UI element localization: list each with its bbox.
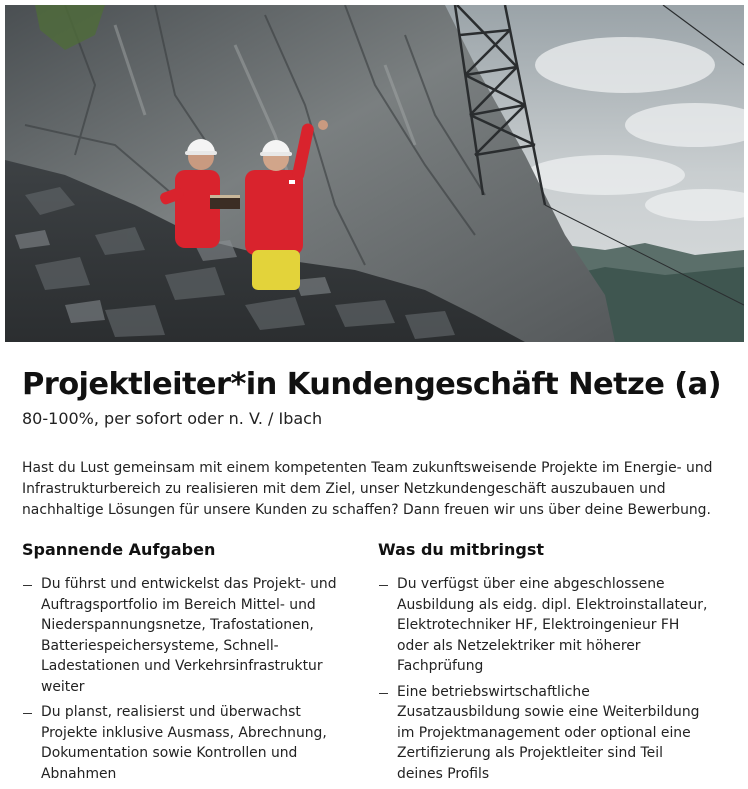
hero-scene <box>5 5 744 342</box>
tasks-heading: Spannende Aufgaben <box>22 540 216 559</box>
tasks-section <box>22 539 357 789</box>
profile-heading: Was du mitbringst <box>378 540 545 559</box>
profile-list <box>378 574 713 784</box>
profile-item: Du verfügst über eine abgeschlossene Ausbildung als eidg. dipl. Elektroinstallateur, Elektrotechniker HF, Elektroingenieur FH oder als Netzelektriker mit höherer Fachprüfung <box>378 574 713 677</box>
profile-item: Eine betriebswirtschaftliche Zusatzausbildung sowie eine Weiterbildung im Projektmanagement oder optional eine Zertifizierung als Projektleiter sind Teil deines Profils <box>378 682 713 785</box>
task-item: Du planst, realisierst und überwachst Projekte inklusive Ausmass, Abrechnung, Dokumentation sowie Kontrollen und Abnahmen <box>22 702 357 784</box>
job-intro: Hast du Lust gemeinsam mit einem kompetenten Team zukunftsweisende Projekte im Energie- und Infrastrukturbereich zu realisieren mit dem Ziel, unser Netzkundengeschäft auszubauen und nachhaltige Lösungen für unsere Kunden zu schaffen? Dann freuen wir uns über deine Bewerbung. <box>22 460 713 518</box>
task-item: Du führst und entwickelst das Projekt- und Auftragsportfolio im Bereich Mittel- und Niederspannungsnetze, Trafostationen, Batteriespeichersysteme, Schnell-Ladestationen und Verkehrsinfrastruktur weiter <box>22 574 357 697</box>
hero-image <box>5 5 744 342</box>
job-subtitle: 80-100%, per sofort oder n. V. / Ibach <box>22 409 323 428</box>
job-title: Projektleiter*in Kundengeschäft Netze (a) <box>22 367 721 402</box>
tasks-list <box>22 574 357 784</box>
profile-section <box>378 539 713 789</box>
